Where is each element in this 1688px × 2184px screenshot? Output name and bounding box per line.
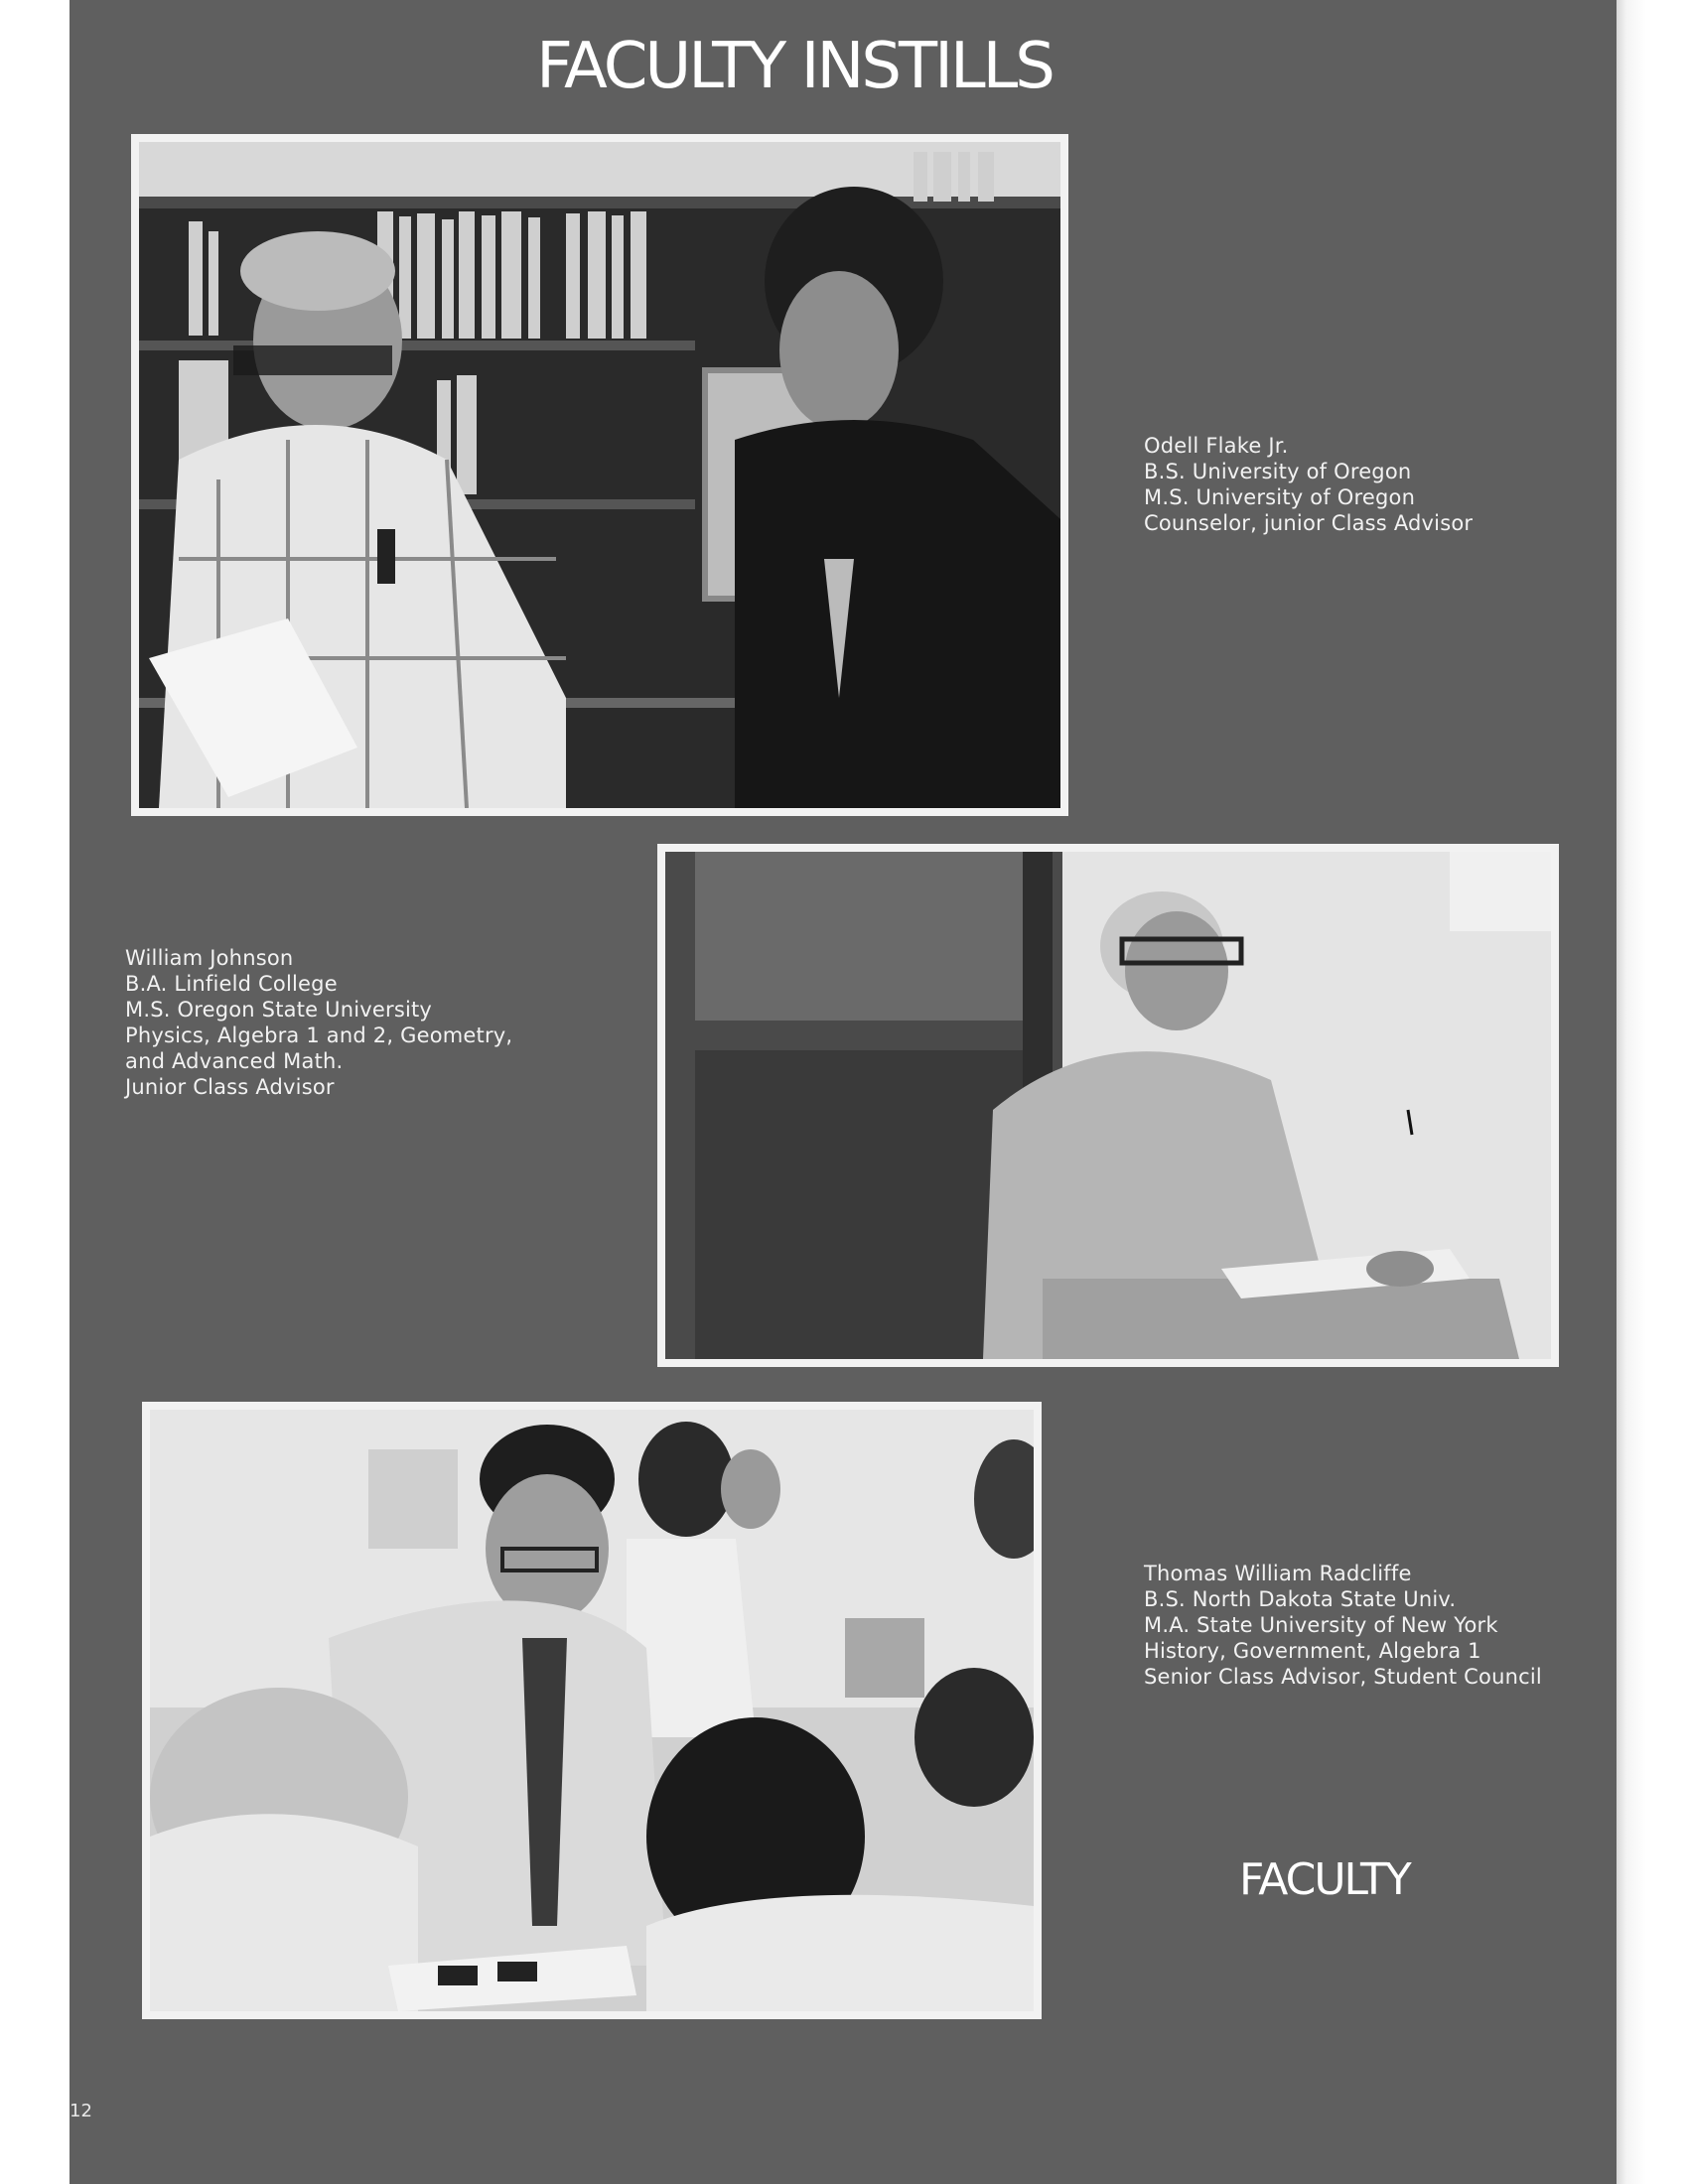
faculty-detail: M.A. State University of New York bbox=[1144, 1613, 1498, 1637]
faculty-detail: History, Government, Algebra 1 bbox=[1144, 1639, 1481, 1663]
page-title: FACULTY INSTILLS bbox=[536, 30, 1053, 103]
section-label: FACULTY bbox=[1239, 1854, 1410, 1905]
faculty-detail: M.S. Oregon State University bbox=[125, 998, 433, 1022]
page-number: 12 bbox=[70, 2101, 92, 2121]
faculty-detail: Physics, Algebra 1 and 2, Geometry, bbox=[125, 1024, 513, 1047]
caption-odell-flake bbox=[1144, 433, 1473, 536]
faculty-name: William Johnson bbox=[125, 946, 294, 970]
faculty-detail: B.A. Linfield College bbox=[125, 972, 338, 996]
faculty-detail: M.S. University of Oregon bbox=[1144, 485, 1416, 509]
faculty-detail: Counselor, junior Class Advisor bbox=[1144, 511, 1474, 535]
faculty-name: Odell Flake Jr. bbox=[1144, 434, 1289, 458]
faculty-detail: Junior Class Advisor bbox=[125, 1075, 335, 1099]
photo-faculty-seated bbox=[657, 844, 1559, 1367]
faculty-detail: and Advanced Math. bbox=[125, 1049, 344, 1073]
caption-william-johnson bbox=[125, 945, 512, 1100]
photo-faculty-classroom bbox=[142, 1402, 1042, 2019]
caption-thomas-radcliffe bbox=[1144, 1561, 1542, 1690]
faculty-detail: B.S. University of Oregon bbox=[1144, 460, 1412, 483]
page-edge bbox=[1617, 0, 1688, 2184]
faculty-detail: B.S. North Dakota State Univ. bbox=[1144, 1587, 1457, 1611]
photo-faculty-bookshelf bbox=[131, 134, 1068, 816]
faculty-detail: Senior Class Advisor, Student Council bbox=[1144, 1665, 1542, 1689]
faculty-name: Thomas William Radcliffe bbox=[1144, 1562, 1412, 1585]
